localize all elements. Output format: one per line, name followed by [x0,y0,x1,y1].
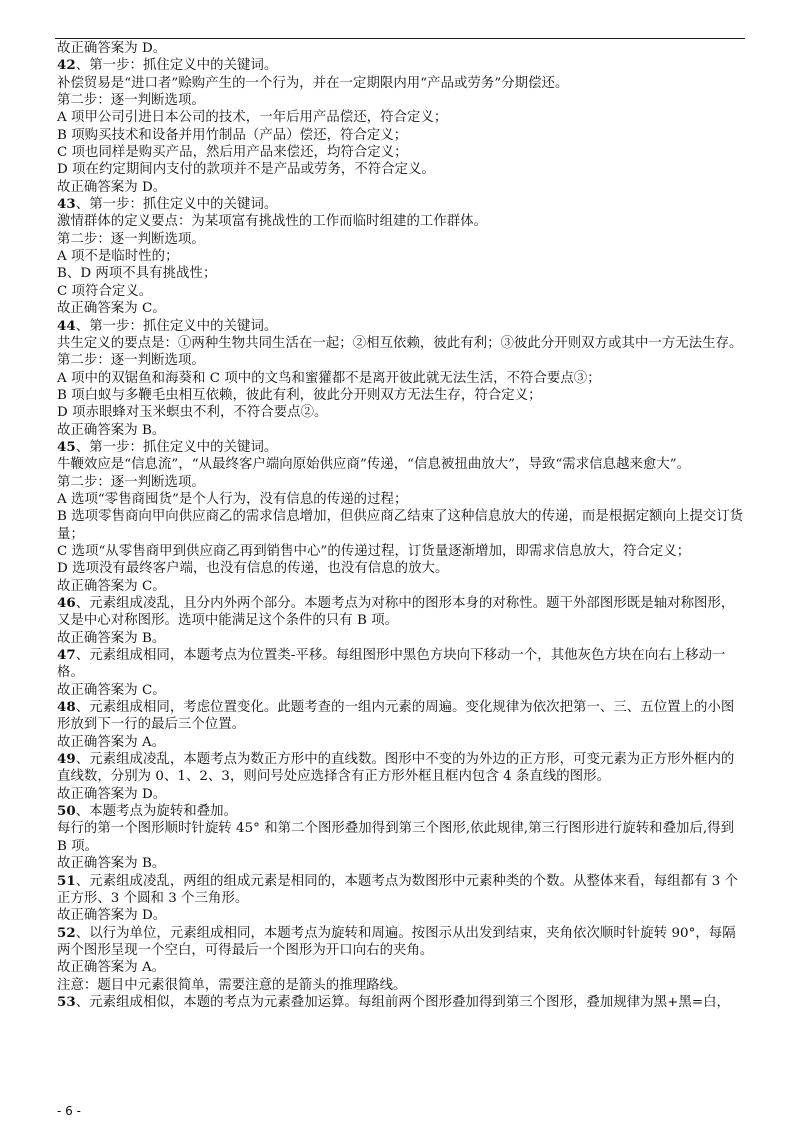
line-text: 激情群体的定义要点：为某项富有挑战性的工作而临时组建的工作群体。 [57,214,488,230]
text-line [57,75,747,92]
question-line [57,925,747,960]
line-text: 、元素组成凌乱，两组的组成元素是相同的，本题考点为数图形中元素种类的个数。从整体来看，每组都有 3 个正方形、3 个圆和 3 个三角形。 [57,873,739,906]
text-line [57,404,747,421]
text-line [57,977,747,994]
line-text: 每行的第一个图形顺时针旋转 45° 和第二个图形叠加得到第三个图形,依此规律,第三行图形进行旋转和叠加后,得到 B 项。 [57,821,735,854]
line-text: 故正确答案为 D。 [57,786,167,802]
text-line [57,734,747,751]
text-line [57,40,747,57]
line-text: 、元素组成相同，考虑位置变化。此题考查的一组内元素的周遍。变化规律为依次把第一、三、五位置上的小图形放到下一行的最后三个位置。 [57,700,735,733]
line-text: C 选项“从零售商甲到供应商乙再到销售中心”的传递过程，订货量逐渐增加，即需求信息放大，符合定义； [57,543,691,559]
text-line [57,161,747,178]
question-line [57,699,747,734]
line-text: 、第一步：抓住定义中的关键词。 [75,58,278,74]
text-line [57,491,747,508]
text-line [57,265,747,282]
line-text: 牛鞭效应是“信息流”，“从最终客户端向原始供应商”传递，“信息被扭曲放大”，导致“需求信息越来愈大”。 [57,457,691,473]
line-text: 故正确答案为 B。 [57,422,166,438]
text-line [57,578,747,595]
line-text: 、第一步：抓住定义中的关键词。 [75,197,278,213]
line-text: A 项不是临时性的； [57,249,179,265]
line-text: 、本题考点为旋转和叠加。 [75,804,238,820]
text-line [57,630,747,647]
line-text: B、D 两项不具有挑战性； [57,266,217,282]
line-text: A 项甲公司引进日本公司的技术，一年后用产品偿还，符合定义； [57,110,448,126]
line-text: B 项白蚁与多鞭毛虫相互依赖，彼此有利，彼此分开则双方无法生存，符合定义； [57,387,542,403]
line-text: 、元素组成凌乱，且分内外两个部分。本题考点为对称中的图形本身的对称性。题干外部图形既是轴对称图形，又是中心对称图形。选项中能满足这个条件的只有 B 项。 [57,596,735,629]
line-text: 故正确答案为 A。 [57,960,166,976]
question-number: 51 [57,872,76,889]
line-text: 故正确答案为 A。 [57,734,166,750]
text-line [57,387,747,404]
question-line [57,751,747,786]
text-line [57,144,747,161]
line-text: 故正确答案为 D。 [57,41,167,56]
question-line [57,595,747,630]
question-number: 48 [57,699,76,716]
question-line [57,318,747,335]
text-line [57,543,747,560]
line-text: 第二步：逐一判断选项。 [57,231,205,247]
text-line [57,907,747,924]
question-line [57,803,747,820]
text-line [57,959,747,976]
question-line [57,994,747,1011]
header-rule [55,38,745,39]
line-text: B 选项零售商向甲向供应商乙的需求信息增加，但供应商乙结束了这种信息放大的传递，而是根据定额向上提交订货量； [57,509,744,542]
question-line [57,647,747,682]
line-text: A 选项“零售商囤货”是个人行为，没有信息的传递的过程； [57,491,408,507]
line-text: 故正确答案为 D。 [57,179,167,195]
line-text: 故正确答案为 C。 [57,301,166,317]
line-text: B 项购买技术和设备并用竹制品（产品）偿还，符合定义； [57,127,408,143]
text-line [57,370,747,387]
line-text: 、第一步：抓住定义中的关键词。 [75,318,278,334]
line-text: 共生定义的要点是：①两种生物共同生活在一起；②相互依赖，彼此有利；③彼此分开则双方或其中一方无法生存。 [57,335,743,351]
line-text: 故正确答案为 D。 [57,908,167,924]
line-text: 第二步：逐一判断选项。 [57,353,205,369]
text-line [57,560,747,577]
line-text: 、第一步：抓住定义中的关键词。 [75,439,278,455]
question-number: 45 [57,438,76,455]
text-line [57,786,747,803]
text-line [57,508,747,543]
line-text: 故正确答案为 B。 [57,856,166,872]
question-number: 49 [57,751,76,768]
text-line [57,352,747,369]
line-text: 第二步：逐一判断选项。 [57,474,205,490]
line-text: D 选项没有最终客户端，也没有信息的传递，也没有信息的放大。 [57,561,449,577]
question-number: 52 [57,924,76,941]
question-line [57,873,747,908]
line-text: D 项在约定期间内支付的款项并不是产品或劳务，不符合定义。 [57,162,435,178]
line-text: C 项符合定义。 [57,283,153,299]
question-number: 43 [57,196,76,213]
question-number: 46 [57,595,76,611]
text-line [57,127,747,144]
line-text: 、元素组成相同，本题考点为位置类-平移。每组图形中黑色方块向下移动一个，其他灰色方块在向右上移动一格。 [57,648,726,681]
line-text: 、以行为单位，元素组成相同，本题考点为旋转和周遍。按图示从出发到结束，夹角依次顺时针旋转 90°，每隔两个图形呈现一个空白，可得最后一个图形为开口向右的夹角。 [57,925,736,958]
line-text: 、元素组成凌乱，本题考点为数正方形中的直线数。图形中不变的为外边的正方形，可变元素为正方形外框内的直线数，分别为 0、1、2、3，则问号处应选择含有正方形外框且框内包含 4 条直线的图形。 [57,752,735,785]
question-line [57,57,747,74]
text-line [57,109,747,126]
text-line [57,422,747,439]
line-text: 补偿贸易是“进口者”赊购产生的一个行为，并在一定期限内用“产品或劳务”分期偿还。 [57,75,569,91]
text-line [57,300,747,317]
line-text: 故正确答案为 B。 [57,630,166,646]
text-line [57,820,747,855]
line-text: 第二步：逐一判断选项。 [57,93,205,109]
text-line [57,92,747,109]
question-number: 53 [57,993,76,1010]
text-line [57,283,747,300]
line-text: 、元素组成相似，本题的考点为元素叠加运算。每组前两个图形叠加得到第三个图形，叠加规律为黑+黑=白， [75,994,730,1010]
question-number: 42 [57,57,76,74]
text-line [57,682,747,699]
question-number: 50 [57,803,76,820]
text-line [57,248,747,265]
text-line [57,855,747,872]
question-line [57,196,747,213]
answer-text-body [57,40,747,1011]
question-number: 44 [57,317,76,334]
text-line [57,179,747,196]
text-line [57,335,747,352]
text-line [57,213,747,230]
line-text: 注意：题目中元素很简单，需要注意的是箭头的推理路线。 [57,977,407,993]
question-line [57,439,747,456]
line-text: D 项赤眼蜂对玉米螟虫不利，不符合要点②。 [57,405,328,421]
text-line [57,231,747,248]
line-text: C 项也同样是购买产品，然后用产品来偿还，均符合定义； [57,145,408,161]
text-line [57,474,747,491]
line-text: 故正确答案为 C。 [57,682,166,698]
line-text: A 项中的双锯鱼和海葵和 C 项中的文鸟和蜜獾都不是离开彼此就无法生活，不符合要点③； [57,370,601,386]
line-text: 故正确答案为 C。 [57,578,166,594]
question-number: 47 [57,647,76,664]
text-line [57,456,747,473]
page-number: - 6 - [57,1104,81,1118]
